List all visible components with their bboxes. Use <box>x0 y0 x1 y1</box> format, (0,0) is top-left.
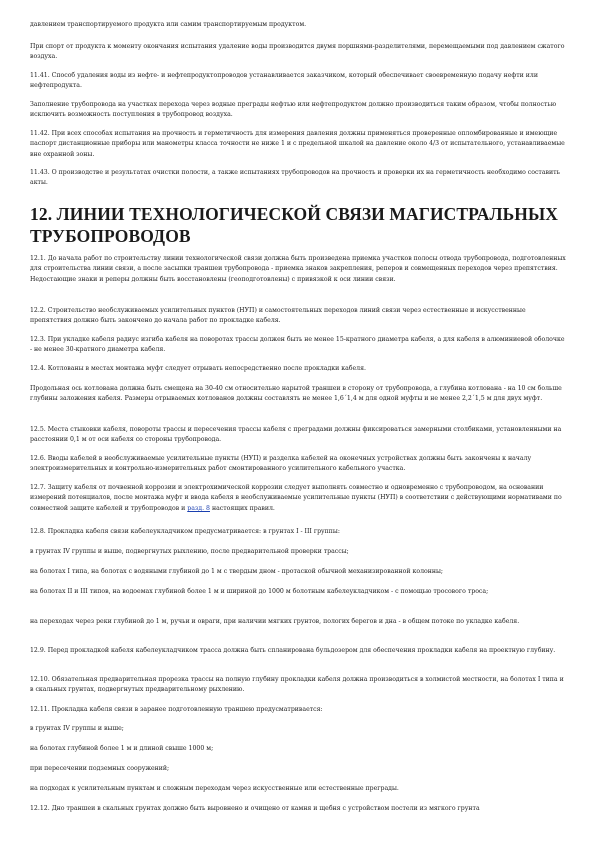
paragraph: давлением транспортируемого продукта или самим транспортируемым продуктом. <box>30 21 307 28</box>
paragraph: 12.4. Котлованы в местах монтажа муфт следует отрывать непосредственно после прокладки кабеля. <box>30 365 366 372</box>
paragraph: 11.42. При всех способах испытания на прочность и герметичность для измерения давления должны применяться проверенные опломбированные и имеющие паспорт дистанционные приборы или манометры класса точности не ниже 1 и с предельной шкалой на давление около 4/3 от испытательного, устанавливаемые вне охранной зоны. <box>30 130 565 158</box>
paragraph: 12.10. Обязательная предварительная прорезка трассы на полную глубину прокладки кабеля должна производиться в холмистой местности, на болотах I типа и в скальных грунтах, подвергнутых предварительному рыхлению. <box>30 676 564 694</box>
paragraph: 12.5. Места стыковки кабеля, повороты трассы и пересечения трассы кабеля с преградами должны фиксироваться замерными столбиками, установленными на расстоянии 0,1 м от оси кабеля со стороны трубопровода. <box>30 426 562 444</box>
paragraph: 12.8. Прокладка кабеля связи кабелеукладчиком предусматривается: в грунтах I - III группы: <box>30 528 340 535</box>
paragraph-text: настоящих правил. <box>209 504 275 512</box>
paragraph: 12.3. При укладке кабеля радиус изгиба кабеля на поворотах трассы должен быть не менее 15-кратного диаметра кабеля, а для кабеля в алюминиевой оболочке - не менее 30-кратного диаметра кабеля. <box>30 336 565 354</box>
paragraph: на переходах через реки глубиной до 1 м, ручьи и овраги, при наличии мягких грунтов, пологих берегов и дна - в общем потоке по укладке кабеля. <box>30 618 520 625</box>
document-page <box>30 0 567 842</box>
paragraph: 11.43. О производстве и результатах очистки полости, а также испытаниях трубопроводов на прочность и проверки их на герметичность необходимо составить акты. <box>30 169 560 187</box>
paragraph: Заполнение трубопровода на участках перехода через водные преграды нефтью или нефтепродуктом должно производиться таким образом, чтобы полностью исключить возможность поступления в трубопровод воздуха. <box>30 101 557 119</box>
paragraph: на болотах I типа, на болотах с водяными глубиной до 1 м с твердым дном - протаской обычной механизированной колонны; <box>30 568 443 575</box>
section-heading: 12. ЛИНИИ ТЕХНОЛОГИЧЕСКОЙ СВЯЗИ МАГИСТРАЛЬНЫХ ТРУБОПРОВОДОВ <box>30 204 558 246</box>
paragraph: на болотах глубиной более 1 м и длиной свыше 1000 м; <box>30 745 214 752</box>
paragraph: 11.41. Способ удаления воды из нефте- и нефтепродуктопроводов устанавливается заказчиком, который обеспечивает своевременную подачу нефти или нефтепродукта. <box>30 72 538 90</box>
paragraph: 12.12. Дно траншеи в скальных грунтах должно быть выровнено и очищено от камня и щебня с устройством постели из мягкого грунта <box>30 805 480 812</box>
paragraph: 12.1. До начала работ по строительству линии технологической связи должна быть произведена приемка участков полосы отвода трубопровода, подготовленных для строительства линии связи, а после засыпки траншеи трубопровода - приемка знаков закрепления, реперов и совмещенных переходов через препятствия. Недостающие знаки и реперы должны быть восстановлены (геоподготовлены) с привязкой к оси линии связи. <box>30 255 566 283</box>
paragraph-text: 12.7. Защиту кабеля от почвенной коррозии и электрохимической коррозии следует выполнять совместно и одновременно с трубопроводом, на основании измерений потенциалов, после монтажа муфт и ввода кабеля в необслуживаемые усилительные пункты (НУП) в соответствии с действующими нормативами по совместной защите кабелей и трубопроводов и <box>30 484 562 512</box>
paragraph <box>30 483 567 514</box>
paragraph: 12.9. Перед прокладкой кабеля кабелеукладчиком трасса должна быть спланирована бульдозером для обеспечения прокладки кабеля на проектную глубину. <box>30 647 556 654</box>
paragraph: 12.6. Вводы кабелей в необслуживаемые усилительные пункты (НУП) и разделка кабелей на оконечных устройствах должны быть закончены к началу электроизмерительных и контрольно-измерительных работ смонтированного усилительного кабельного участка. <box>30 455 532 473</box>
paragraph: при пересечении подземных сооружений; <box>30 765 170 772</box>
paragraph: Продольная ось котлована должна быть смещена на 30-40 см относительно нарытой траншеи в сторону от трубопровода, а глубина котлована - на 10 см больше глубины заложения кабеля. Размеры отрываемых котлованов должны составлять не менее 1,6´1,4 м для одной муфты и не менее 2,2´1,5 м для двух муфт. <box>30 385 562 403</box>
paragraph: 12.2. Строительство необслуживаемых усилительных пунктов (НУП) и самостоятельных переходов линий связи через естественные и искусственные препятствия должно быть закончено до начала работ по прокладке кабеля. <box>30 307 526 325</box>
paragraph: в грунтах IV группы и выше; <box>30 725 124 732</box>
paragraph: При спорт от продукта к моменту окончания испытания удаление воды производится двумя поршнями-разделителями, перемещаемыми под давлением сжатого воздуха. <box>30 43 565 61</box>
paragraph: в грунтах IV группы и выше, подвергнутых рыхлению, после предварительной проверки трассы; <box>30 548 349 555</box>
paragraph: на подходах к усилительным пунктам и сложным переходам через искусственные или естественные преграды. <box>30 785 399 792</box>
section-link[interactable]: разд. 8 <box>187 504 210 512</box>
paragraph: на болотах II и III типов, на водоемах глубиной более 1 м и шириной до 1000 м болотным кабелеукладчиком - с помощью тросового троса; <box>30 588 489 595</box>
paragraph: 12.11. Прокладка кабеля связи в заранее подготовленную траншею предусматривается: <box>30 706 323 713</box>
